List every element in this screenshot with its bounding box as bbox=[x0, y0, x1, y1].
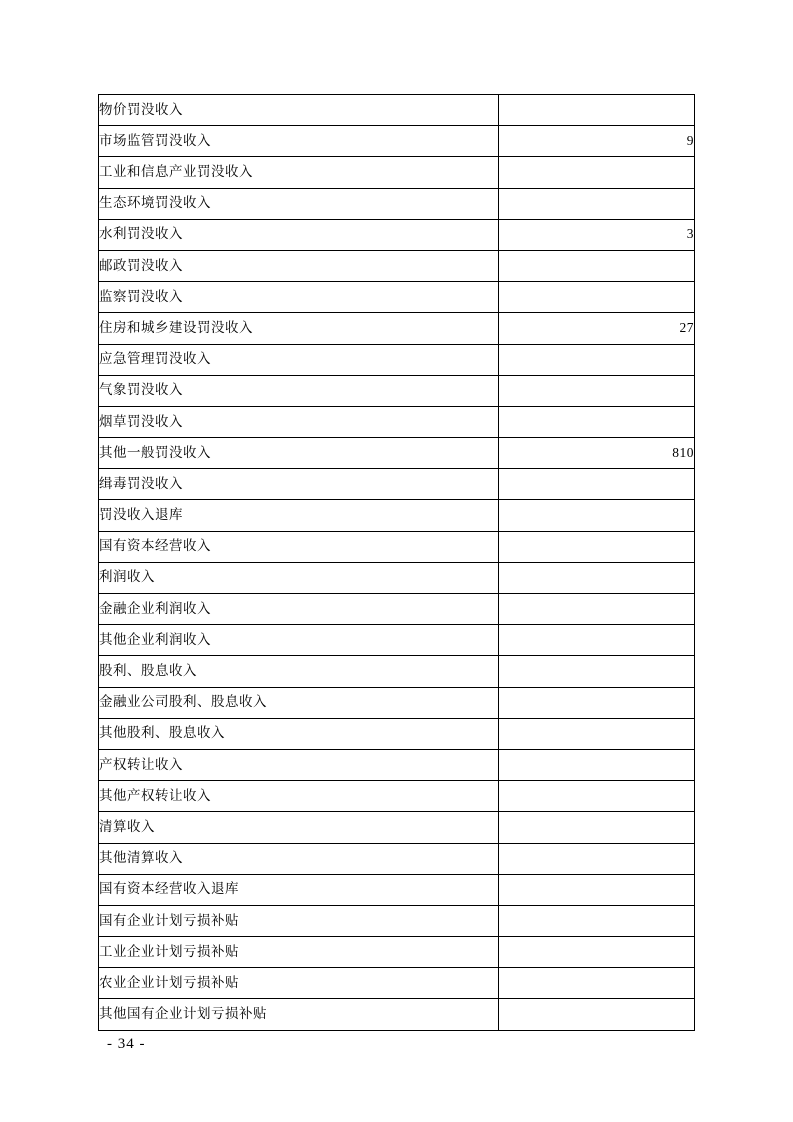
table-row bbox=[99, 905, 695, 936]
table-cell-item-name: 利润收入 bbox=[99, 562, 499, 593]
table-row bbox=[99, 718, 695, 749]
table-cell-amount bbox=[499, 469, 695, 500]
table-cell-item-name: 其他企业利润收入 bbox=[99, 625, 499, 656]
table-cell-item-name: 工业和信息产业罚没收入 bbox=[99, 157, 499, 188]
table-cell-item-name: 物价罚没收入 bbox=[99, 95, 499, 126]
table-cell-item-name: 烟草罚没收入 bbox=[99, 406, 499, 437]
table-row bbox=[99, 126, 695, 157]
table-cell-item-name: 其他股利、股息收入 bbox=[99, 718, 499, 749]
table-cell-item-name: 生态环境罚没收入 bbox=[99, 188, 499, 219]
table-cell-amount bbox=[499, 157, 695, 188]
table-cell-item-name: 金融业公司股利、股息收入 bbox=[99, 687, 499, 718]
table-row bbox=[99, 531, 695, 562]
table-row bbox=[99, 812, 695, 843]
table-row bbox=[99, 968, 695, 999]
table-cell-item-name: 罚没收入退库 bbox=[99, 500, 499, 531]
table-cell-item-name: 缉毒罚没收入 bbox=[99, 469, 499, 500]
table-row bbox=[99, 999, 695, 1030]
table-cell-amount bbox=[499, 999, 695, 1030]
table-row bbox=[99, 781, 695, 812]
page-number: - 34 - bbox=[107, 1036, 146, 1052]
table-cell-item-name: 其他国有企业计划亏损补贴 bbox=[99, 999, 499, 1030]
budget-table-body bbox=[99, 95, 695, 1031]
table-cell-amount bbox=[499, 812, 695, 843]
table-cell-amount: 9 bbox=[499, 126, 695, 157]
table-cell-item-name: 国有资本经营收入退库 bbox=[99, 874, 499, 905]
table-cell-amount bbox=[499, 250, 695, 281]
table-cell-amount bbox=[499, 594, 695, 625]
table-cell-amount bbox=[499, 500, 695, 531]
table-cell-amount bbox=[499, 375, 695, 406]
table-cell-amount bbox=[499, 282, 695, 313]
table-row bbox=[99, 562, 695, 593]
table-cell-amount bbox=[499, 406, 695, 437]
table-row bbox=[99, 625, 695, 656]
table-row bbox=[99, 95, 695, 126]
table-cell-amount bbox=[499, 874, 695, 905]
table-cell-amount bbox=[499, 749, 695, 780]
table-row bbox=[99, 313, 695, 344]
table-row bbox=[99, 344, 695, 375]
table-row bbox=[99, 594, 695, 625]
table-row bbox=[99, 500, 695, 531]
table-cell-amount bbox=[499, 344, 695, 375]
table-row bbox=[99, 874, 695, 905]
table-cell-item-name: 其他产权转让收入 bbox=[99, 781, 499, 812]
table-cell-item-name: 市场监管罚没收入 bbox=[99, 126, 499, 157]
table-cell-item-name: 国有企业计划亏损补贴 bbox=[99, 905, 499, 936]
table-cell-item-name: 国有资本经营收入 bbox=[99, 531, 499, 562]
table-row bbox=[99, 843, 695, 874]
table-cell-amount bbox=[499, 781, 695, 812]
table-row bbox=[99, 937, 695, 968]
table-cell-amount bbox=[499, 718, 695, 749]
table-row bbox=[99, 188, 695, 219]
table-row bbox=[99, 157, 695, 188]
table-cell-amount bbox=[499, 531, 695, 562]
budget-table-wrapper bbox=[98, 94, 694, 1031]
table-row bbox=[99, 438, 695, 469]
table-cell-item-name: 邮政罚没收入 bbox=[99, 250, 499, 281]
table-cell-amount: 3 bbox=[499, 219, 695, 250]
table-cell-item-name: 金融企业利润收入 bbox=[99, 594, 499, 625]
table-cell-item-name: 清算收入 bbox=[99, 812, 499, 843]
table-cell-item-name: 产权转让收入 bbox=[99, 749, 499, 780]
table-row bbox=[99, 469, 695, 500]
table-cell-amount: 810 bbox=[499, 438, 695, 469]
table-cell-item-name: 气象罚没收入 bbox=[99, 375, 499, 406]
table-cell-item-name: 股利、股息收入 bbox=[99, 656, 499, 687]
table-cell-item-name: 水利罚没收入 bbox=[99, 219, 499, 250]
table-cell-amount: 27 bbox=[499, 313, 695, 344]
table-row bbox=[99, 375, 695, 406]
table-cell-item-name: 应急管理罚没收入 bbox=[99, 344, 499, 375]
table-cell-amount bbox=[499, 905, 695, 936]
table-cell-amount bbox=[499, 937, 695, 968]
table-row bbox=[99, 687, 695, 718]
table-cell-item-name: 其他一般罚没收入 bbox=[99, 438, 499, 469]
table-row bbox=[99, 219, 695, 250]
table-cell-amount bbox=[499, 687, 695, 718]
table-cell-amount bbox=[499, 843, 695, 874]
table-cell-amount bbox=[499, 625, 695, 656]
table-cell-amount bbox=[499, 95, 695, 126]
table-cell-item-name: 其他清算收入 bbox=[99, 843, 499, 874]
table-row bbox=[99, 656, 695, 687]
table-cell-item-name: 农业企业计划亏损补贴 bbox=[99, 968, 499, 999]
table-row bbox=[99, 282, 695, 313]
table-cell-amount bbox=[499, 968, 695, 999]
table-cell-item-name: 住房和城乡建设罚没收入 bbox=[99, 313, 499, 344]
table-row bbox=[99, 406, 695, 437]
table-cell-amount bbox=[499, 656, 695, 687]
table-cell-amount bbox=[499, 562, 695, 593]
table-cell-item-name: 工业企业计划亏损补贴 bbox=[99, 937, 499, 968]
table-row bbox=[99, 250, 695, 281]
table-cell-item-name: 监察罚没收入 bbox=[99, 282, 499, 313]
budget-revenue-table bbox=[98, 94, 695, 1031]
table-cell-amount bbox=[499, 188, 695, 219]
table-row bbox=[99, 749, 695, 780]
